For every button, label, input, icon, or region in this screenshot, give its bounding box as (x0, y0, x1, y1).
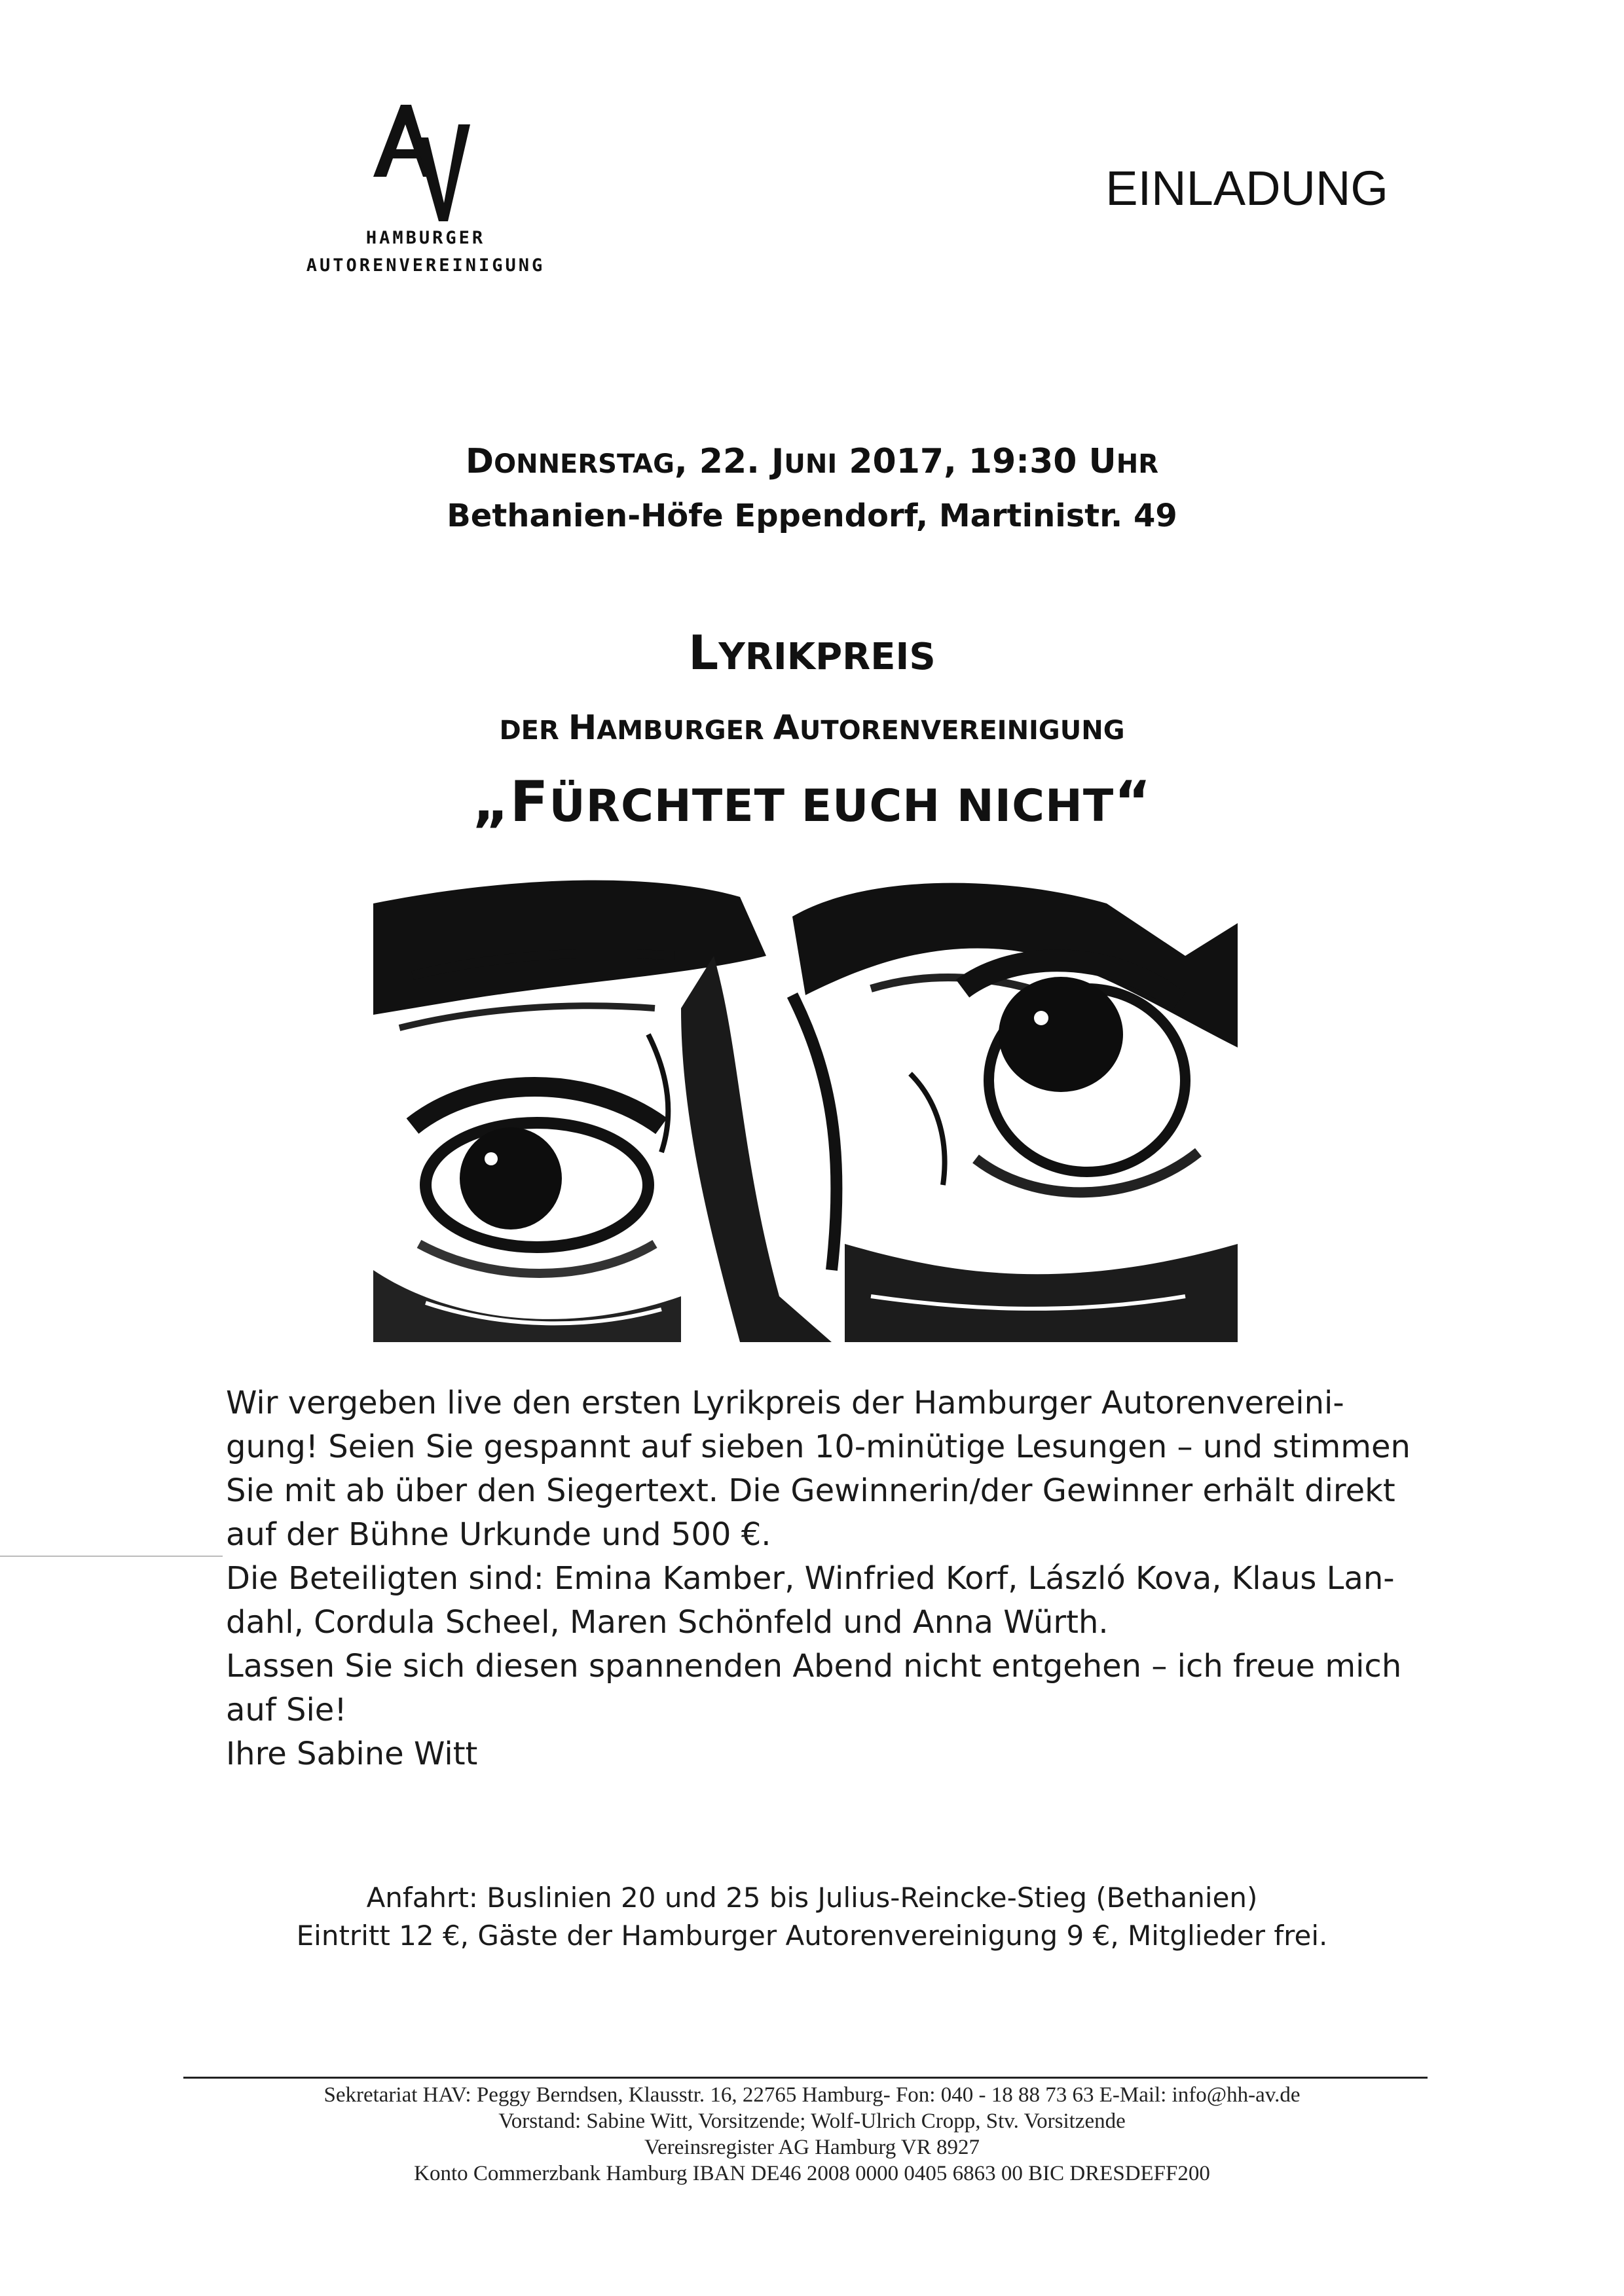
footer-bank: Konto Commerzbank Hamburg IBAN DE46 2008 0000 0405 6863 00 BIC DRESDEFF200 (414, 2162, 1210, 2185)
body-line: Lassen Sie sich diesen spannenden Abend nicht entgehen – ich freue mich (226, 1648, 1402, 1685)
event-venue: Bethanien-Höfe Eppendorf, Martinistr. 49 (447, 498, 1177, 534)
eyes-illustration-icon (373, 877, 1238, 1342)
hav-logo (288, 98, 563, 288)
document-type-title: EINLADUNG (1105, 161, 1388, 215)
body-line: auf Sie! (226, 1692, 347, 1728)
travel-info (0, 1879, 1624, 1955)
prize-motto (0, 769, 1624, 835)
date-text: D (465, 442, 494, 481)
org-text: UTORENVEREINIGUNG (799, 716, 1125, 746)
date-text: J (771, 442, 784, 481)
logo-line-2: AUTORENVEREINIGUNG (306, 255, 545, 276)
admission-line: Eintritt 12 €, Gäste der Hamburger Autorenvereinigung 9 €, Mitglieder frei. (296, 1920, 1328, 1952)
motto-text: „F (472, 769, 549, 835)
fold-mark (0, 1556, 223, 1557)
logo-line-1: HAMBURGER (365, 228, 486, 248)
title-text: YRIKPREIS (718, 636, 936, 678)
date-text: UNI (784, 449, 838, 479)
footer-divider (183, 2077, 1428, 2079)
body-line: Wir vergeben live den ersten Lyrikpreis der Hamburger Autorenvereini- (226, 1385, 1344, 1421)
motto-text: “ (1114, 769, 1152, 835)
prize-organisation (0, 708, 1624, 748)
date-text: HR (1116, 449, 1159, 479)
prize-title (0, 625, 1624, 680)
footer-secretariat: Sekretariat HAV: Peggy Berndsen, Klausstr. 16, 22765 Hamburg- Fon: 040 - 18 88 73 63 E-Mail: info@hh-av.de (323, 2083, 1301, 2107)
title-text: L (688, 625, 719, 680)
org-text: A (773, 708, 800, 748)
footer-board: Vorstand: Sabine Witt, Vorsitzende; Wolf-Ulrich Cropp, Stv. Vorsitzende (498, 2109, 1126, 2133)
av-logo-mark-icon (360, 98, 491, 223)
date-text: ONNERSTAG (494, 449, 674, 479)
date-text: 2017, 19:30 (837, 442, 1089, 481)
motto-text: ÜRCHTET EUCH NICHT (549, 780, 1115, 832)
travel-line: Anfahrt: Buslinien 20 und 25 bis Julius-Reincke-Stieg (Bethanien) (366, 1882, 1258, 1914)
footer (0, 2082, 1624, 2187)
date-text: U (1088, 442, 1116, 481)
body-line: gung! Seien Sie gespannt auf sieben 10-minütige Lesungen – und stimmen (226, 1429, 1411, 1465)
event-date (0, 442, 1624, 481)
org-text: H (568, 708, 597, 748)
body-line: Sie mit ab über den Siegertext. Die Gewinnerin/der Gewinner erhält direkt (226, 1472, 1395, 1509)
signature-line: Ihre Sabine Witt (226, 1736, 478, 1772)
body-line: auf der Bühne Urkunde und 500 €. (226, 1516, 771, 1553)
body-line: dahl, Cordula Scheel, Maren Schönfeld und Anna Würth. (226, 1604, 1109, 1641)
org-text: DER (499, 716, 568, 746)
date-text: , 22. (674, 442, 772, 481)
org-text: AMBURGER (597, 716, 773, 746)
body-line: Die Beteiligten sind: Emina Kamber, Winfried Korf, László Kova, Klaus Lan- (226, 1560, 1395, 1597)
eyes-photo (373, 877, 1238, 1342)
invitation-body (226, 1381, 1424, 1776)
footer-register: Vereinsregister AG Hamburg VR 8927 (644, 2136, 980, 2159)
